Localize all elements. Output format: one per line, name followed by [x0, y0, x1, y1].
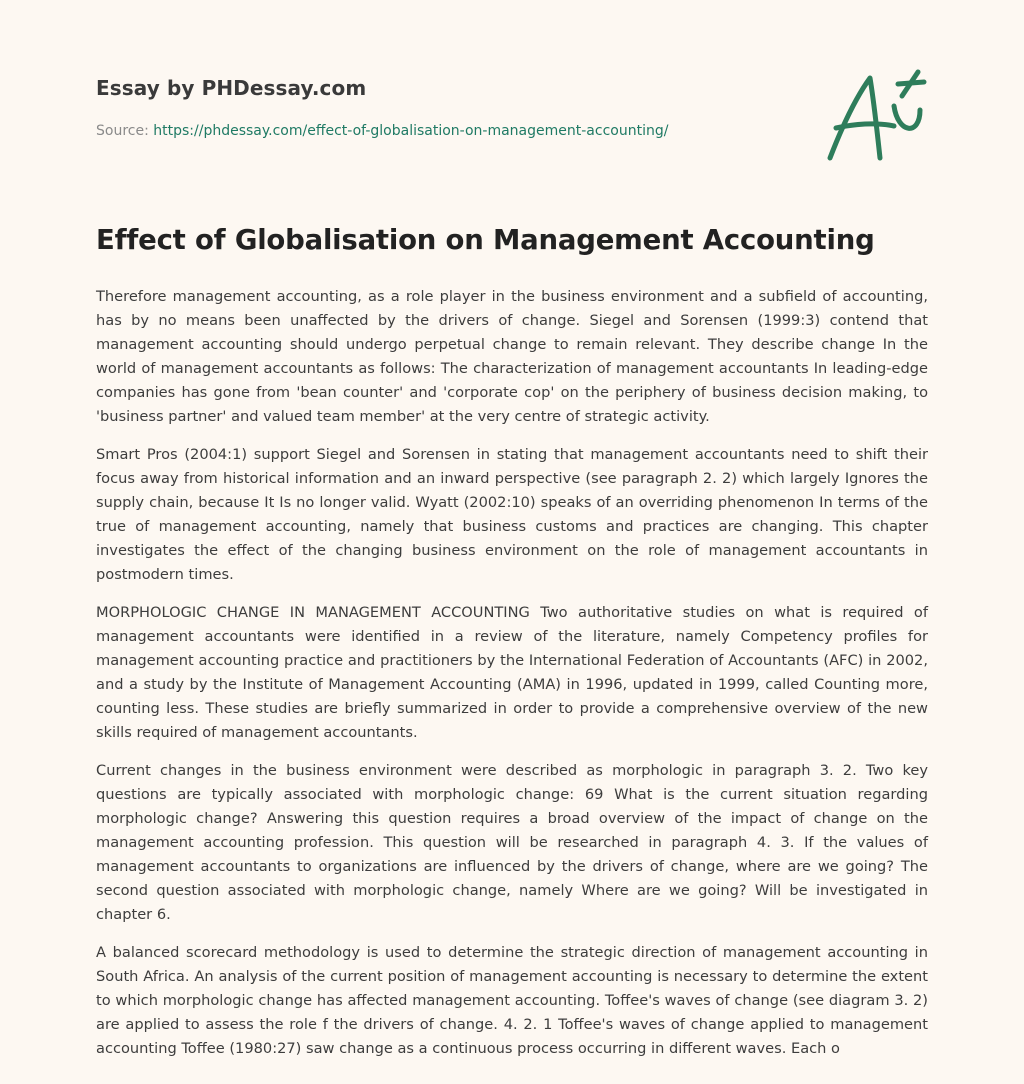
essay-body — [96, 285, 928, 1075]
essay-paragraph: A balanced scorecard methodology is used to determine the strategic direction of management accounting in South Africa. An analysis of the current position of management accounting is necessary to determine the extent to which morphologic change has affected management accounting. Toffee's waves of change (see diagram 3. 2) are applied to assess the role f the drivers of change. 4. 2. 1 Toffee's waves of change applied to management accounting Toffee (1980:27) saw change as a continuous process occurring in different waves. Each o — [96, 944, 928, 1057]
essay-header — [96, 76, 716, 139]
essay-paragraph: MORPHOLOGIC CHANGE IN MANAGEMENT ACCOUNTING Two authoritative studies on what is required of management accountants were identified in a review of the literature, namely Competency profiles for management accounting practice and practitioners by the International Federation of Accountants (AFC) in 2002, and a study by the Institute of Management Accounting (AMA) in 1996, updated in 1999, called Counting more, counting less. These studies are briefly summarized in order to provide a comprehensive overview of the new skills required of management accountants. — [96, 604, 928, 741]
source-label: Source: — [96, 123, 154, 139]
essay-paragraph: Current changes in the business environment were described as morphologic in paragraph 3. 2. Two key questions are typically associated with morphologic change: 69 What is the current situation regarding morphologic change? Answering this question requires a broad overview of the impact of change on the management accounting profession. This question will be researched in paragraph 4. 3. If the values of management accountants to organizations are influenced by the drivers of change, where are we going? The second question associated with morphologic change, namely Where are we going? Will be investigated in chapter 6. — [96, 762, 928, 923]
a-plus-logo-icon — [820, 66, 930, 166]
essay-paragraph: Smart Pros (2004:1) support Siegel and Sorensen in stating that management accountants need to shift their focus away from historical information and an inward perspective (see paragraph 2. 2) which largely Ignores the supply chain, because It Is no longer valid. Wyatt (2002:10) speaks of an overriding phenomenon In terms of the true of management accounting, namely that business customs and practices are changing. This chapter investigates the effect of the changing business environment on the role of management accountants in postmodern times. — [96, 446, 928, 583]
essay-paragraph: Therefore management accounting, as a role player in the business environment and a subfield of accounting, has by no means been unaffected by the drivers of change. Siegel and Sorensen (1999:3) contend that management accounting should undergo perpetual change to remain relevant. They describe change In the world of management accountants as follows: The characterization of management accountants In leading-edge companies has gone from 'bean counter' and 'corporate cop' on the periphery of business decision making, to 'business partner' and valued team member' at the very centre of strategic activity. — [96, 288, 928, 425]
source-link[interactable]: https://phdessay.com/effect-of-globalisation-on-management-accounting/ — [153, 123, 669, 139]
source-line — [96, 123, 716, 139]
site-brand: Essay by PHDessay.com — [96, 76, 367, 100]
essay-title: Effect of Globalisation on Management Accounting — [96, 224, 875, 256]
